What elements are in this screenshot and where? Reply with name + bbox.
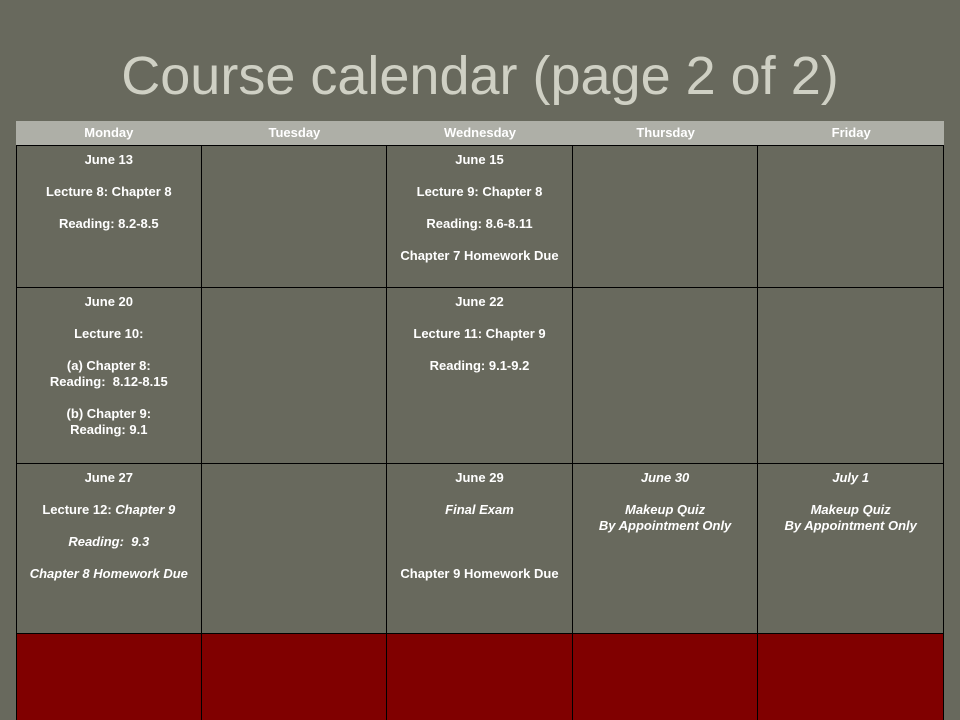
header-tuesday: Tuesday [268, 125, 321, 140]
header-monday: Monday [84, 125, 134, 140]
cell-line [387, 342, 572, 358]
cell-line [387, 310, 572, 326]
cell-june-22 [387, 288, 573, 463]
cell-line: Chapter 8 Homework Due [29, 566, 188, 581]
cell-lecture-line [17, 502, 201, 518]
header-thursday: Thursday [636, 125, 695, 140]
cell-date: June 30 [640, 470, 690, 485]
lecture-label: Lecture 12: [42, 502, 116, 517]
cell-line: Lecture 10: [74, 326, 144, 341]
cell-june-27 [16, 464, 202, 633]
cell-line: Lecture 8: Chapter 8 [45, 184, 172, 199]
cell-date: June 13 [84, 152, 133, 167]
cell-line: Chapter 7 Homework Due [400, 248, 559, 263]
cell-june-29 [387, 464, 573, 633]
cell-line: Makeup Quiz [810, 502, 891, 517]
cell-line: Makeup Quiz [624, 502, 706, 517]
cell-line [387, 534, 572, 550]
cell-date: June 15 [455, 152, 504, 167]
cell-empty [202, 288, 388, 463]
cell-line [17, 342, 201, 358]
cell-line [17, 550, 201, 566]
cell-line [387, 232, 572, 248]
course-calendar [16, 121, 944, 720]
cell-date: July 1 [832, 470, 870, 485]
cell-empty [202, 634, 388, 720]
cell-line [387, 518, 572, 534]
cell-july-1 [758, 464, 944, 633]
week-row-4 [16, 633, 944, 720]
cell-line [387, 550, 572, 566]
cell-empty [202, 146, 388, 287]
header-friday: Friday [831, 125, 871, 140]
cell-empty [16, 634, 202, 720]
cell-line: Final Exam [445, 502, 514, 517]
cell-empty [758, 288, 944, 463]
cell-line: By Appointment Only [598, 518, 732, 533]
cell-line [17, 518, 201, 534]
cell-line [573, 486, 758, 502]
cell-line [758, 486, 943, 502]
cell-line: By Appointment Only [784, 518, 917, 533]
cell-date: June 22 [455, 294, 504, 309]
cell-line [17, 390, 201, 406]
cell-line [17, 310, 201, 326]
cell-empty [202, 464, 388, 633]
cell-line: Reading: 8.12-8.15 [49, 374, 168, 389]
page-title: Course calendar (page 2 of 2) [121, 46, 839, 106]
cell-date: June 29 [455, 470, 504, 485]
cell-line: (a) Chapter 8: [66, 358, 151, 373]
cell-date: June 20 [84, 294, 133, 309]
cell-empty [573, 288, 759, 463]
cell-line [17, 168, 201, 184]
cell-line [387, 168, 572, 184]
cell-empty [573, 634, 759, 720]
cell-empty [758, 146, 944, 287]
cell-june-20 [16, 288, 202, 463]
cell-line: Lecture 11: Chapter 9 [413, 326, 546, 341]
cell-line: Reading: 9.1-9.2 [429, 358, 530, 373]
cell-line: Chapter 9 Homework Due [400, 566, 559, 581]
cell-line: Reading: 8.2-8.5 [58, 216, 159, 231]
lecture-chapter: Chapter 9 [115, 502, 176, 517]
cell-empty [758, 634, 944, 720]
week-row-3 [16, 463, 944, 633]
cell-line: Reading: 8.6-8.11 [426, 216, 533, 231]
cell-date: June 27 [84, 470, 133, 485]
week-row-1 [16, 145, 944, 287]
cell-line: Reading: 9.3 [68, 534, 150, 549]
cell-empty [387, 634, 573, 720]
cell-june-30 [573, 464, 759, 633]
cell-line [387, 486, 572, 502]
week-row-2 [16, 287, 944, 463]
cell-line [387, 200, 572, 216]
header-wednesday: Wednesday [443, 125, 516, 140]
cell-line [17, 486, 201, 502]
cell-line: (b) Chapter 9: [66, 406, 152, 421]
cell-june-13 [16, 146, 202, 287]
cell-line: Lecture 9: Chapter 8 [416, 184, 543, 199]
cell-june-15 [387, 146, 573, 287]
cell-empty [573, 146, 759, 287]
weekday-header-row [16, 121, 944, 145]
cell-line [17, 200, 201, 216]
cell-line: Reading: 9.1 [70, 422, 148, 437]
